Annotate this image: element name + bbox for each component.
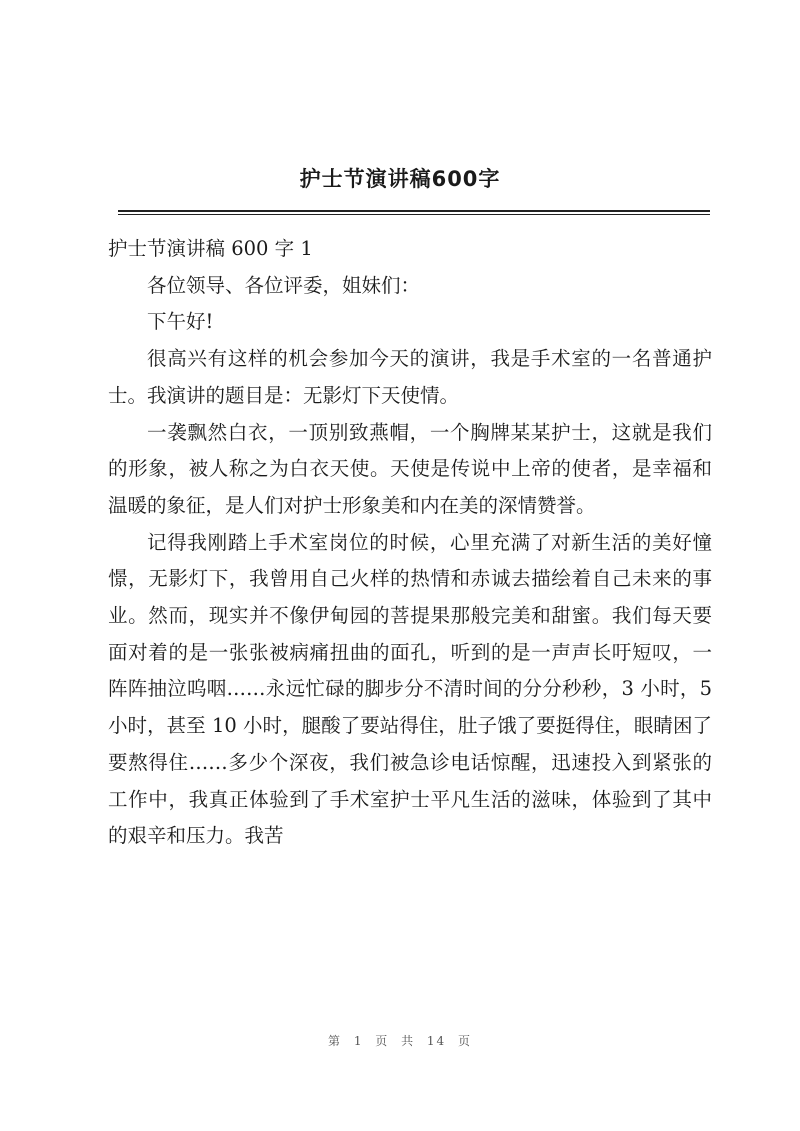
page-number-footer: 第 1 页 共 14 页 xyxy=(328,1034,472,1048)
paragraph-memory: 记得我刚踏上手术室岗位的时候，心里充满了对新生活的美好憧憬，无影灯下，我曾用自己火样的热情和赤诚去描绘着自己未来的事业。然而，现实并不像伊甸园的菩提果那般完美和甜蜜。我们每天要面对着的是一张张被病痛扭曲的面孔，听到的是一声声长吁短叹，一阵阵抽泣呜咽……永远忙碌的脚步分不清时间的分分秒秒，3 小时，5 小时，甚至 10 小时，腿酸了要站得住，肚子饿了要挺得住，眼睛困了要熬得住……多少个深夜，我们被急诊电话惊醒，迅速投入到紧张的工作中，我真正体验到了手术室护士平凡生活的滋味，体验到了其中的艰辛和压力。我苦 xyxy=(108,530,712,848)
title-divider-thin xyxy=(118,214,710,215)
title-divider xyxy=(118,210,710,212)
paragraph-greeting: 各位领导、各位评委，姐妹们： xyxy=(147,273,421,297)
document-title: 护士节演讲稿600字 xyxy=(299,167,501,191)
paragraph-afternoon: 下午好! xyxy=(147,310,214,334)
paragraph-image: 一袭飘然白衣，一顶别致燕帽，一个胸牌某某护士，这就是我们的形象，被人称之为白衣天使。天使是传说中上帝的使者，是幸福和温暖的象征，是人们对护士形象美和内在美的深情赞誉。 xyxy=(108,420,712,517)
section-heading: 护士节演讲稿 600 字 1 xyxy=(108,237,313,260)
paragraph-intro: 很高兴有这样的机会参加今天的演讲，我是手术室的一名普通护士。我演讲的题目是：无影灯下天使情。 xyxy=(108,347,712,407)
document-body xyxy=(108,231,712,855)
